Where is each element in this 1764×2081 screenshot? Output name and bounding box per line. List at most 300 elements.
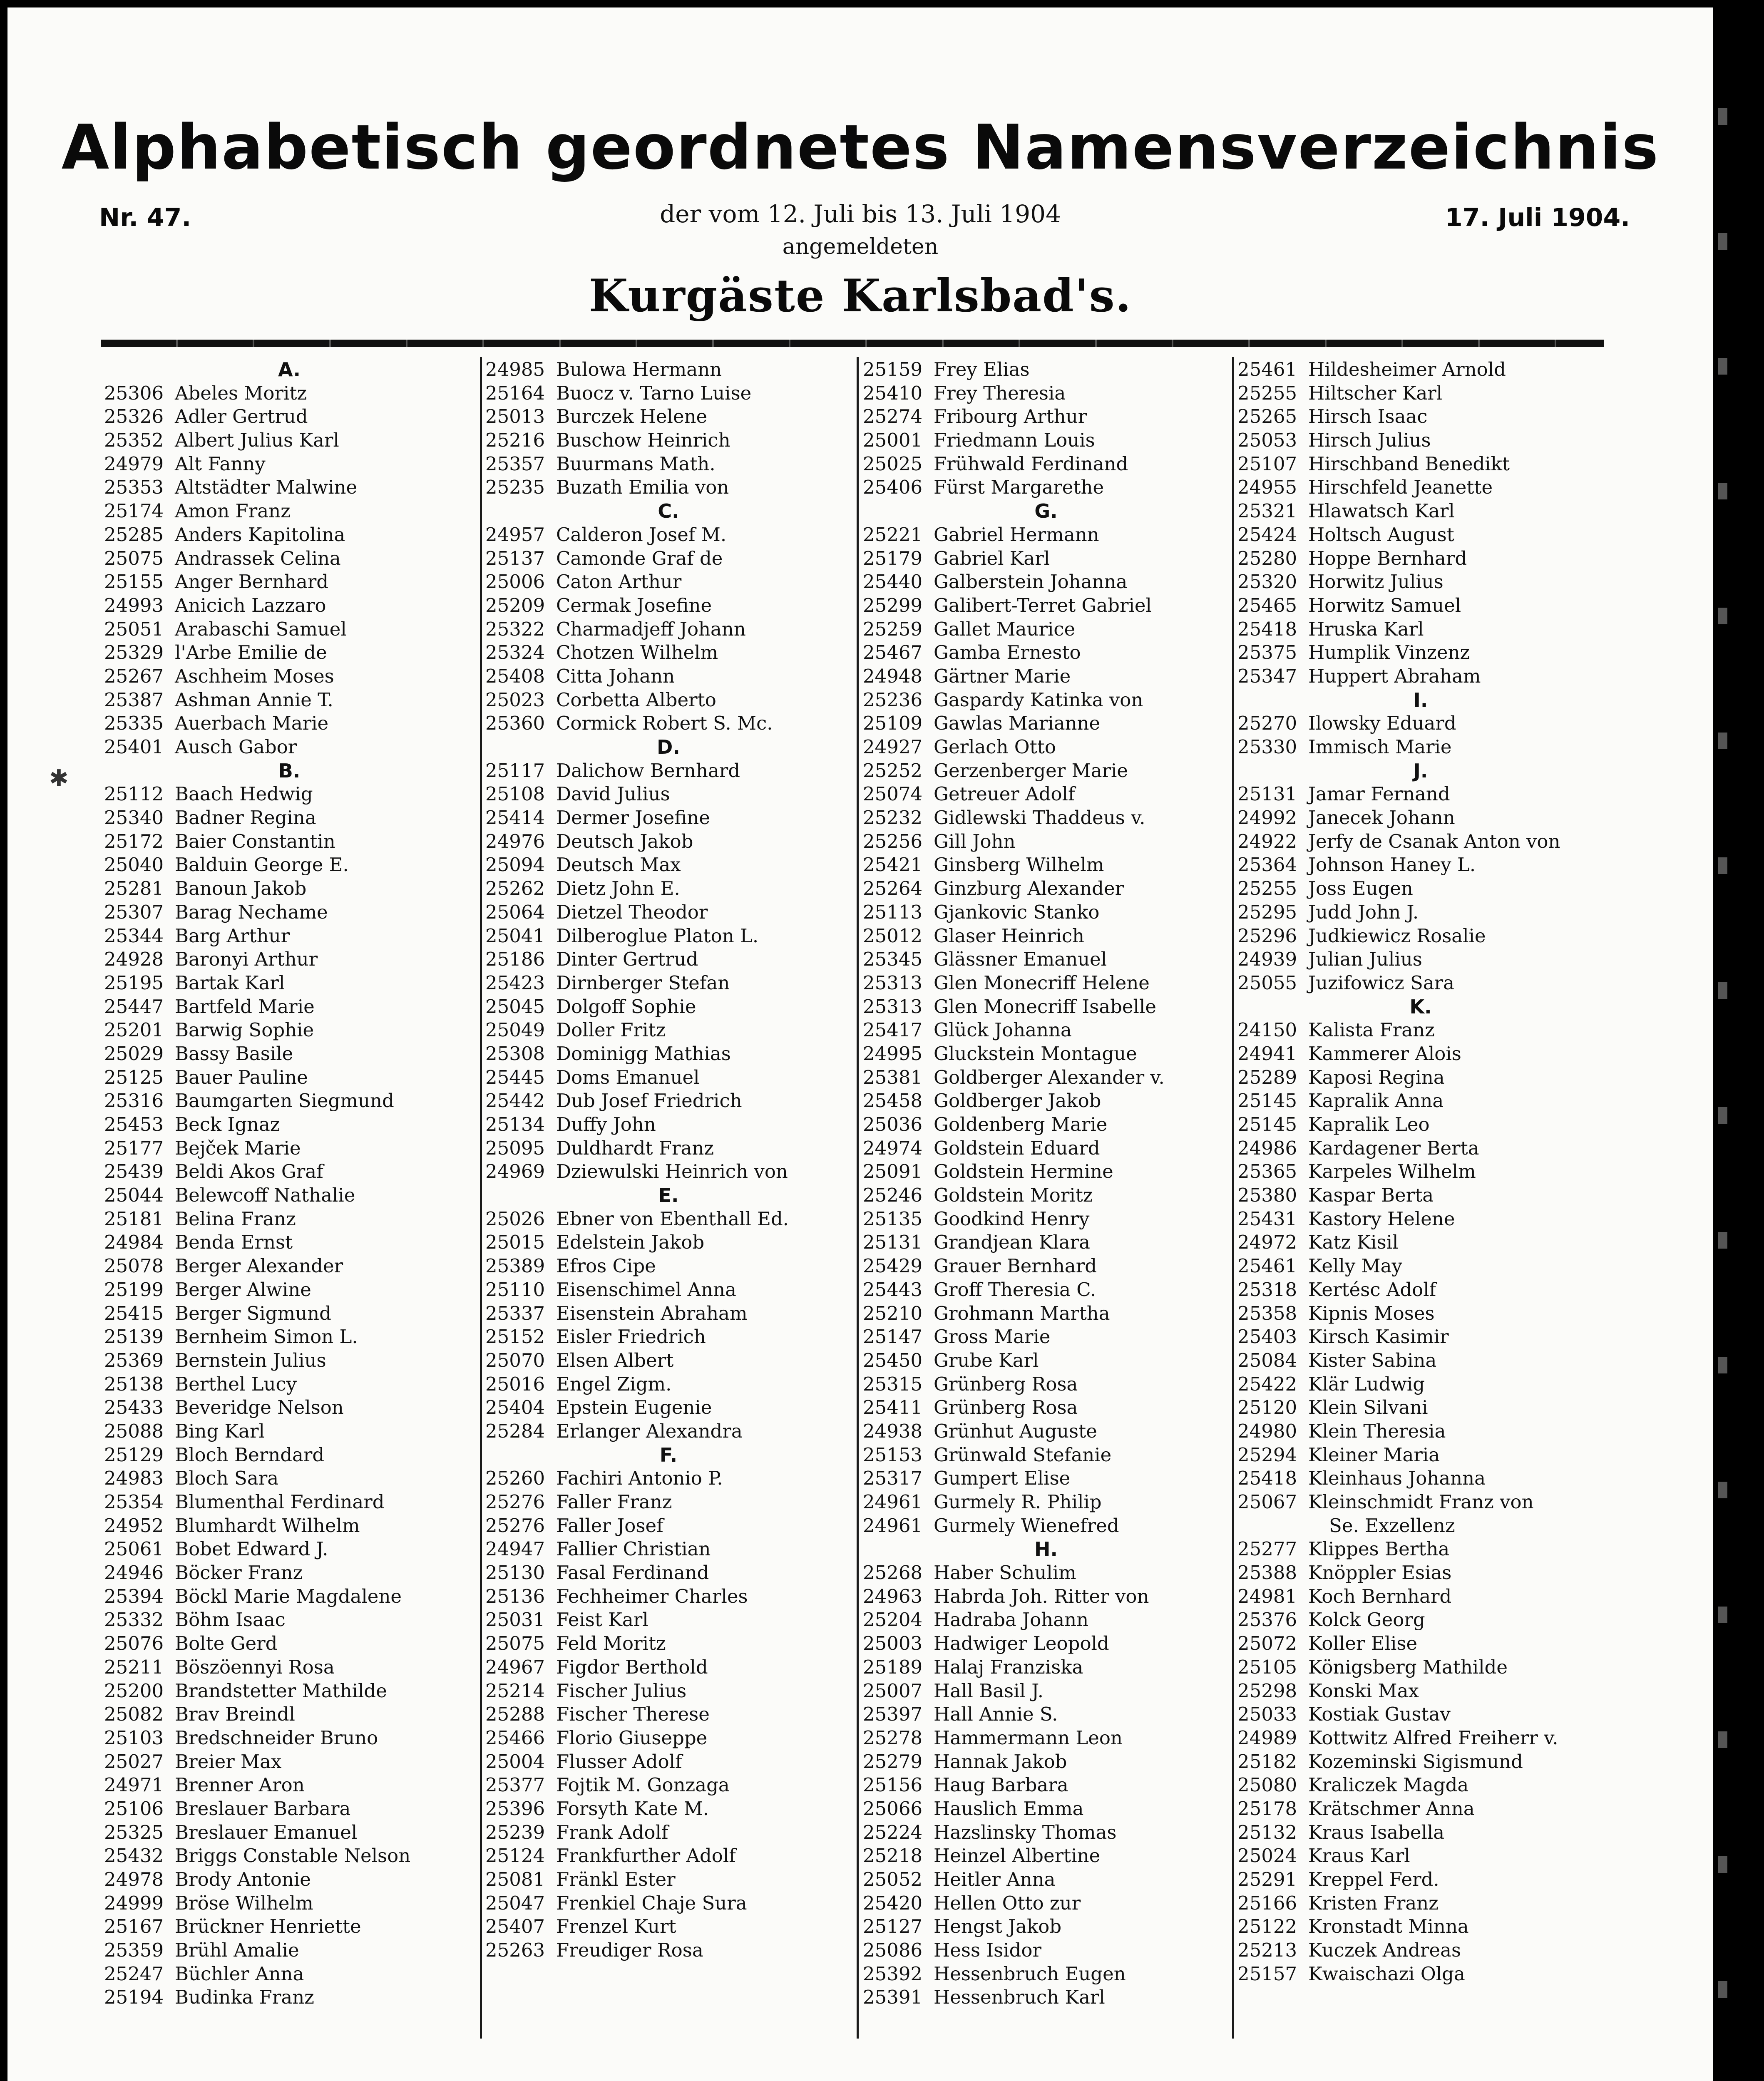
list-item (1237, 1373, 1604, 1396)
list-item (104, 995, 475, 1019)
guest-name: Kirsch Kasimir (1308, 1326, 1449, 1348)
guest-number: 25045 (485, 995, 545, 1018)
guest-number: 25007 (863, 1679, 923, 1702)
list-item (863, 948, 1229, 971)
list-item (863, 1986, 1229, 2009)
list-item (485, 1915, 852, 1939)
guest-number: 25107 (1237, 452, 1297, 475)
guest-number: 25401 (104, 736, 164, 758)
guest-number: 25376 (1237, 1609, 1297, 1631)
list-item (863, 1373, 1229, 1396)
guest-number: 25132 (1237, 1821, 1297, 1843)
guest-number: 25130 (485, 1562, 545, 1584)
guest-number: 25138 (104, 1373, 164, 1395)
guest-number: 25421 (863, 854, 923, 876)
guest-name: Fojtik M. Gonzaga (556, 1774, 730, 1796)
guest-number: 25284 (485, 1420, 545, 1442)
guest-name: Katz Kisil (1308, 1231, 1399, 1254)
guest-name: Buzath Emilia von (556, 476, 729, 499)
guest-number: 25377 (485, 1774, 545, 1796)
list-item (485, 1467, 852, 1490)
guest-name: Buschow Heinrich (556, 429, 730, 452)
list-item (863, 476, 1229, 499)
guest-number: 25112 (104, 783, 164, 805)
list-item (104, 665, 475, 688)
guest-name: Citta Johann (556, 665, 675, 687)
list-item (485, 1278, 852, 1302)
guest-name: Bernheim Simon L. (175, 1326, 358, 1348)
list-item (485, 877, 852, 901)
guest-number: 25396 (485, 1797, 545, 1820)
guest-number: 25055 (1237, 971, 1297, 994)
list-item (863, 1821, 1229, 1845)
list-item (863, 547, 1229, 571)
guest-number: 25139 (104, 1326, 164, 1348)
list-item (104, 1325, 475, 1349)
guest-number: 25006 (485, 571, 545, 593)
guest-name: Kleiner Maria (1308, 1443, 1440, 1466)
list-item (485, 570, 852, 594)
guest-number: 25204 (863, 1609, 923, 1631)
guest-name: Grünwald Stefanie (934, 1443, 1112, 1466)
list-item (104, 735, 475, 759)
list-item (485, 1231, 852, 1254)
guest-name: Anicich Lazzaro (175, 594, 326, 616)
guest-number: 25145 (1237, 1090, 1297, 1112)
guest-name: Gabriel Karl (934, 547, 1050, 569)
list-item (485, 594, 852, 618)
guest-name: Frey Elias (934, 358, 1030, 380)
list-item (1237, 1254, 1604, 1278)
guest-number: 25411 (863, 1396, 923, 1419)
guest-name: Joss Eugen (1308, 877, 1413, 900)
guest-number: 25236 (863, 688, 923, 711)
guest-number: 25440 (863, 571, 923, 593)
guest-name: Gallet Maurice (934, 618, 1076, 640)
guest-name: Gidlewski Thaddeus v. (934, 807, 1145, 829)
guest-number: 25404 (485, 1396, 545, 1419)
guest-name: Belewcoff Nathalie (175, 1184, 355, 1207)
guest-name: Kostiak Gustav (1308, 1703, 1451, 1726)
guest-name: Grandjean Klara (934, 1231, 1090, 1254)
guest-name: Albert Julius Karl (175, 429, 339, 452)
guest-number: 25029 (104, 1042, 164, 1065)
guest-number: 25023 (485, 688, 545, 711)
guest-name: Benda Ernst (175, 1231, 293, 1254)
list-item (104, 1537, 475, 1561)
guest-name: Dietzel Theodor (556, 901, 708, 923)
registered-label: angemeldeten (782, 234, 939, 259)
guest-number: 25246 (863, 1184, 923, 1207)
guest-number: 25025 (863, 452, 923, 475)
guest-name: Immisch Marie (1308, 736, 1452, 758)
list-item (863, 1018, 1229, 1042)
guest-number: 25239 (485, 1821, 545, 1843)
guest-number: 24980 (1237, 1420, 1297, 1442)
list-item (485, 1797, 852, 1821)
list-item (485, 806, 852, 830)
guest-number: 25024 (1237, 1845, 1297, 1867)
list-item (104, 1137, 475, 1160)
guest-number: 25209 (485, 594, 545, 616)
guest-name: Baach Hedwig (175, 783, 313, 805)
list-item (863, 1254, 1229, 1278)
guest-name: Goldenberg Marie (934, 1113, 1108, 1135)
guest-number: 25259 (863, 618, 923, 640)
guest-name: Bloch Berndard (175, 1443, 325, 1466)
guest-number: 25281 (104, 877, 164, 900)
guest-number: 25291 (1237, 1868, 1297, 1890)
guest-name: Bernstein Julius (175, 1349, 326, 1371)
guest-number: 25129 (104, 1443, 164, 1466)
guest-name: Beldi Akos Graf (175, 1160, 323, 1183)
list-item (1237, 1066, 1604, 1090)
list-item (1237, 1750, 1604, 1774)
guest-number: 25200 (104, 1679, 164, 1702)
guest-name: Cormick Robert S. Mc. (556, 712, 773, 735)
list-item (863, 1042, 1229, 1066)
guest-number: 25131 (1237, 783, 1297, 805)
list-item (104, 405, 475, 429)
guest-number: 25298 (1237, 1679, 1297, 1702)
guest-number: 25431 (1237, 1207, 1297, 1230)
guest-number: 25357 (485, 452, 545, 475)
list-item (485, 641, 852, 665)
guest-number: 25084 (1237, 1349, 1297, 1371)
guest-name: Haber Schulim (934, 1562, 1076, 1584)
guest-name: Auerbach Marie (175, 712, 329, 735)
list-item (485, 1042, 852, 1066)
guest-name: Königsberg Mathilde (1308, 1656, 1508, 1678)
list-item (104, 1703, 475, 1726)
list-item (863, 1184, 1229, 1207)
issue-number: Nr. 47. (99, 203, 191, 232)
list-item (104, 1892, 475, 1915)
list-item (485, 1113, 852, 1137)
guest-name: Buurmans Math. (556, 452, 716, 475)
guest-name: Büchler Anna (175, 1962, 304, 1985)
guest-name: Kammerer Alois (1308, 1042, 1461, 1065)
list-item (863, 523, 1229, 547)
list-item (485, 1892, 852, 1915)
guest-number: 25027 (104, 1750, 164, 1773)
list-item (1237, 1868, 1604, 1892)
list-item (485, 1349, 852, 1373)
guest-name: Fränkl Ester (556, 1868, 676, 1890)
guest-name: Klär Ludwig (1308, 1373, 1425, 1395)
guest-number: 25001 (863, 429, 923, 452)
guest-number: 25278 (863, 1726, 923, 1749)
list-item (104, 1254, 475, 1278)
list-item (1237, 1561, 1604, 1585)
list-item (104, 924, 475, 948)
guest-number: 25047 (485, 1892, 545, 1914)
guest-number: 25445 (485, 1066, 545, 1088)
guest-name: Konski Max (1308, 1679, 1419, 1702)
guest-name: Amon Franz (175, 500, 291, 522)
guest-name: Frenzel Kurt (556, 1915, 676, 1938)
guest-number: 25442 (485, 1090, 545, 1112)
guest-number: 25458 (863, 1090, 923, 1112)
list-item (1237, 382, 1604, 405)
list-item (1237, 735, 1604, 759)
list-item (104, 1608, 475, 1632)
guest-number: 24150 (1237, 1019, 1297, 1041)
guest-name: Glück Johanna (934, 1019, 1072, 1041)
guest-name: Corbetta Alberto (556, 688, 716, 711)
guest-number: 25120 (1237, 1396, 1297, 1419)
guest-name: Glaser Heinrich (934, 924, 1085, 947)
guest-name: Fischer Julius (556, 1679, 687, 1702)
guest-number: 25086 (863, 1939, 923, 1962)
list-item (104, 1089, 475, 1113)
list-item (104, 641, 475, 665)
guest-name: Faller Josef (556, 1514, 663, 1537)
guest-name: Hengst Jakob (934, 1915, 1062, 1938)
guest-number: 25330 (1237, 736, 1297, 758)
guest-number: 25103 (104, 1726, 164, 1749)
guest-name: Hirsch Isaac (1308, 405, 1428, 428)
list-item (1237, 1585, 1604, 1609)
guest-number: 25216 (485, 429, 545, 452)
guest-number: 25318 (1237, 1278, 1297, 1301)
list-item (485, 901, 852, 924)
guest-number: 24974 (863, 1137, 923, 1159)
list-item (1237, 452, 1604, 476)
list-item (104, 1066, 475, 1090)
list-item (1237, 1962, 1604, 1986)
guest-number: 24984 (104, 1231, 164, 1254)
list-item (104, 1821, 475, 1845)
list-item (863, 1773, 1229, 1797)
guest-name: Kristen Franz (1308, 1892, 1439, 1914)
guest-number: 25394 (104, 1585, 164, 1607)
guest-number: 25380 (1237, 1184, 1297, 1207)
guest-name: Hadwiger Leopold (934, 1632, 1109, 1655)
list-item (1237, 1915, 1604, 1939)
guest-name: Arabaschi Samuel (175, 618, 347, 640)
guest-name: Hall Annie S. (934, 1703, 1058, 1726)
guest-name: Cermak Josefine (556, 594, 712, 616)
guest-name: Ausch Gabor (175, 736, 297, 758)
list-item (863, 877, 1229, 901)
guest-number: 25094 (485, 854, 545, 876)
guest-number: 25467 (863, 641, 923, 664)
guest-name: Knöppler Esias (1308, 1562, 1452, 1584)
guest-name: Beveridge Nelson (175, 1396, 344, 1419)
guest-name: Klein Theresia (1308, 1420, 1446, 1442)
list-item (1237, 1490, 1604, 1514)
guest-number: 25053 (1237, 429, 1297, 452)
guest-number: 25177 (104, 1137, 164, 1159)
list-item (1237, 1656, 1604, 1679)
guest-number: 25051 (104, 618, 164, 640)
guest-name: Hlawatsch Karl (1308, 500, 1455, 522)
guest-name: Heinzel Albertine (934, 1845, 1101, 1867)
guest-number: 25232 (863, 807, 923, 829)
list-item (1237, 1726, 1604, 1750)
section-letter-heading: A. (278, 358, 301, 381)
guest-number: 25004 (485, 1750, 545, 1773)
guest-name: Engel Zigm. (556, 1373, 672, 1395)
list-item (104, 1467, 475, 1490)
guest-name: Janecek Johann (1308, 807, 1455, 829)
list-item (863, 1302, 1229, 1326)
guest-name: Eisler Friedrich (556, 1326, 706, 1348)
guest-name: Glässner Emanuel (934, 948, 1107, 971)
list-item (104, 1726, 475, 1750)
guest-name: Kapralik Leo (1308, 1113, 1430, 1135)
guest-name: Fallier Christian (556, 1538, 711, 1560)
guest-number: 25326 (104, 405, 164, 428)
guest-number: 25178 (1237, 1797, 1297, 1820)
guest-name: Heitler Anna (934, 1868, 1056, 1890)
list-item (1237, 1467, 1604, 1490)
list-item (1237, 924, 1604, 948)
guest-name: Budinka Franz (175, 1986, 314, 2009)
list-item (1237, 1278, 1604, 1302)
guest-name: Gumpert Elise (934, 1467, 1071, 1490)
list-item (1237, 429, 1604, 452)
list-item (485, 1089, 852, 1113)
guest-number: 25276 (485, 1491, 545, 1513)
guest-name: Hiltscher Karl (1308, 382, 1443, 404)
list-item (485, 1821, 852, 1845)
list-item (863, 1207, 1229, 1231)
guest-name: Goldstein Hermine (934, 1160, 1113, 1183)
guest-number: 24946 (104, 1562, 164, 1584)
list-item (1237, 499, 1604, 523)
guest-name: Brandstetter Mathilde (175, 1679, 387, 1702)
guest-number: 25221 (863, 523, 923, 546)
guest-number: 25072 (1237, 1632, 1297, 1655)
guest-number: 25081 (485, 1868, 545, 1890)
list-item (485, 429, 852, 452)
guest-number: 25153 (863, 1443, 923, 1466)
guest-name: Haug Barbara (934, 1774, 1068, 1796)
ink-smudge: ✱ (49, 765, 69, 792)
list-item (104, 830, 475, 854)
guest-number: 25306 (104, 382, 164, 404)
guest-name: Hellen Otto zur (934, 1892, 1081, 1914)
guest-number: 25015 (485, 1231, 545, 1254)
list-item (1237, 1443, 1604, 1467)
guest-name: Bolte Gerd (175, 1632, 278, 1655)
list-item (485, 1585, 852, 1609)
guest-name: Camonde Graf de (556, 547, 723, 569)
list-item (485, 1844, 852, 1868)
list-item (485, 1656, 852, 1679)
guest-name: Bartak Karl (175, 971, 285, 994)
list-item (104, 476, 475, 499)
list-item (104, 782, 475, 806)
guest-number: 25012 (863, 924, 923, 947)
list-item (485, 1254, 852, 1278)
list-item (863, 641, 1229, 665)
list-item (863, 1608, 1229, 1632)
guest-number: 25461 (1237, 1255, 1297, 1277)
guest-number: 25031 (485, 1609, 545, 1631)
guest-number: 25076 (104, 1632, 164, 1655)
list-item (485, 1608, 852, 1632)
guest-number: 25299 (863, 594, 923, 616)
list-item (485, 1679, 852, 1703)
list-item (104, 429, 475, 452)
guest-number: 25332 (104, 1609, 164, 1631)
guest-number: 25277 (1237, 1538, 1297, 1560)
guest-number: 25080 (1237, 1774, 1297, 1796)
guest-name: Kaposi Regina (1308, 1066, 1445, 1088)
guest-number: 25013 (485, 405, 545, 428)
list-item (104, 853, 475, 877)
list-item (104, 1679, 475, 1703)
guest-name: Kister Sabina (1308, 1349, 1437, 1371)
guest-number: 25375 (1237, 641, 1297, 664)
guest-name: Goodkind Henry (934, 1207, 1090, 1230)
guest-name: Dziewulski Heinrich von (556, 1160, 788, 1183)
list-item (485, 1868, 852, 1892)
list-item (485, 1396, 852, 1420)
guest-number: 25358 (1237, 1302, 1297, 1324)
guest-number: 25166 (1237, 1892, 1297, 1914)
guest-name: Kozeminski Sigismund (1308, 1750, 1523, 1773)
guest-number: 25041 (485, 924, 545, 947)
list-item (104, 1656, 475, 1679)
guest-name: Bloch Sara (175, 1467, 279, 1490)
guest-name: Edelstein Jakob (556, 1231, 705, 1254)
section-letter-heading: J. (1413, 759, 1428, 782)
list-item (1237, 971, 1604, 995)
guest-name: Fribourg Arthur (934, 405, 1087, 428)
guest-name: Hall Basil J. (934, 1679, 1044, 1702)
list-item (485, 688, 852, 712)
guest-number: 25465 (1237, 594, 1297, 616)
guest-number: 25354 (104, 1491, 164, 1513)
guest-name: Kreppel Ferd. (1308, 1868, 1439, 1890)
guest-name: Groff Theresia C. (934, 1278, 1096, 1301)
section-letter-heading: H. (1034, 1538, 1058, 1561)
guest-number: 25194 (104, 1986, 164, 2009)
guest-number: 24999 (104, 1892, 164, 1914)
guest-number: 25418 (1237, 618, 1297, 640)
list-item (485, 1207, 852, 1231)
guest-number: 25410 (863, 382, 923, 404)
guest-name: Gawlas Marianne (934, 712, 1101, 735)
guest-number: 24961 (863, 1491, 923, 1513)
guest-number: 25335 (104, 712, 164, 735)
list-item (104, 1184, 475, 1207)
list-item (104, 1962, 475, 1986)
guest-number: 25392 (863, 1962, 923, 1985)
list-item (863, 1467, 1229, 1490)
guest-name: Kalista Franz (1308, 1019, 1435, 1041)
guest-name: Koch Bernhard (1308, 1585, 1452, 1607)
guest-name: l'Arbe Emilie de (175, 641, 327, 664)
guest-name: Gurmely Wienefred (934, 1514, 1119, 1537)
guest-name: Hessenbruch Karl (934, 1986, 1105, 2009)
list-item (1237, 1018, 1604, 1042)
guest-name: Grünhut Auguste (934, 1420, 1097, 1442)
guest-number: 25075 (104, 547, 164, 569)
guest-name: Goldstein Eduard (934, 1137, 1100, 1159)
list-item (863, 1278, 1229, 1302)
guest-number: 24952 (104, 1514, 164, 1537)
guest-number: 25280 (1237, 547, 1297, 569)
guest-number: 24992 (1237, 807, 1297, 829)
list-item (104, 688, 475, 712)
name-column-2 (485, 358, 852, 1962)
list-item (863, 1561, 1229, 1585)
